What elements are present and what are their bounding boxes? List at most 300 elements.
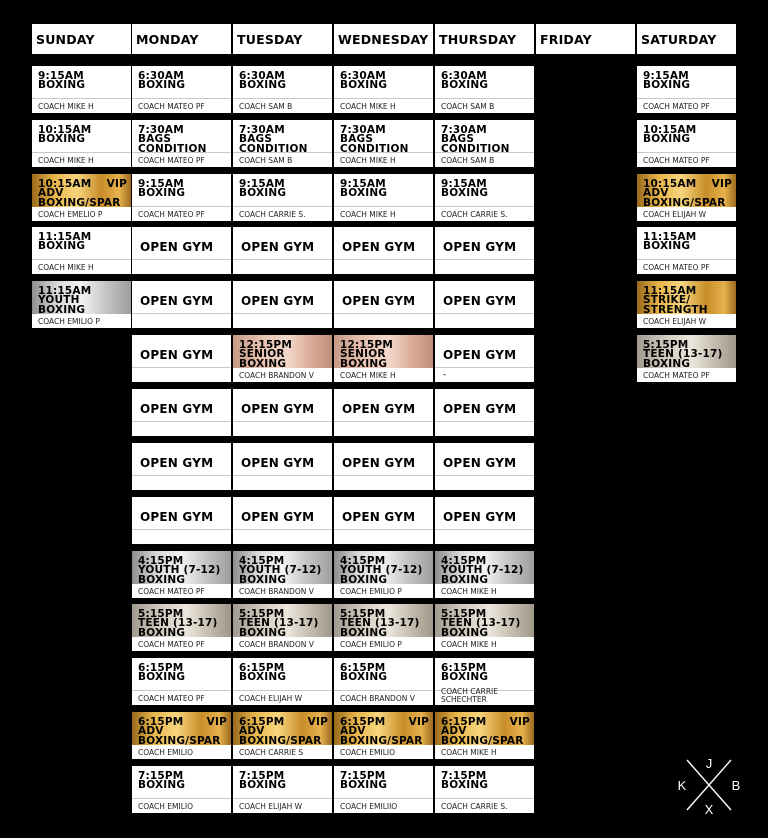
day-header-monday: MONDAY: [132, 24, 231, 54]
class-time: 6:30AM: [441, 70, 487, 82]
open-gym-slot: [435, 497, 534, 544]
day-header-sunday: SUNDAY: [32, 24, 131, 54]
class-info: [340, 557, 429, 585]
cell-divider: [435, 152, 534, 153]
class-time: 7:30AM: [340, 124, 386, 136]
vip-badge: VIP: [408, 716, 429, 728]
class-title-line: BOXING/SPAR: [340, 734, 423, 747]
day-header-tuesday: TUESDAY: [233, 24, 332, 54]
cell-divider: [132, 152, 231, 153]
class-title-line: TEEN (13-17): [138, 617, 218, 630]
open-gym-label: OPEN GYM: [342, 402, 416, 416]
class-time: 10:15AM: [643, 124, 697, 136]
coach-name: COACH MATEO PF: [643, 263, 710, 272]
open-gym-slot: [233, 281, 332, 328]
class-title-line: BOXING: [38, 79, 86, 92]
coach-name: COACH MATEO PF: [643, 156, 710, 165]
logo-letter-b: B: [731, 778, 741, 793]
class-title-line: BOXING/SPAR: [239, 734, 322, 747]
logo-letter-j: J: [705, 756, 713, 771]
class-title-line: BOXING: [441, 79, 489, 92]
class-title-line: BOXING: [239, 187, 287, 200]
class-slot: [637, 281, 736, 328]
class-title-line: ADV: [239, 725, 265, 738]
class-time: 6:30AM: [340, 70, 386, 82]
cell-divider: [132, 798, 231, 799]
open-gym-label: OPEN GYM: [443, 240, 517, 254]
coach-name: COACH EMILIO P: [340, 587, 402, 596]
cell-divider: [132, 259, 231, 260]
cell-divider: [334, 421, 433, 422]
class-slot: [132, 174, 231, 221]
class-title-line: CONDITION: [138, 142, 207, 155]
class-title-line: ADV: [441, 725, 467, 738]
class-info: [138, 772, 227, 791]
class-slot: [334, 120, 433, 167]
class-title-line: BAGS: [441, 133, 475, 146]
class-title-line: BOXING: [643, 79, 691, 92]
jkbx-logo: [673, 752, 745, 818]
cell-divider: [637, 152, 736, 153]
open-gym-label: OPEN GYM: [241, 456, 315, 470]
cell-divider: [233, 421, 332, 422]
open-gym-label: OPEN GYM: [241, 402, 315, 416]
coach-name: COACH MIKE H: [38, 102, 94, 111]
class-time: 6:15PM: [340, 716, 386, 728]
class-time: 6:15PM: [441, 662, 487, 674]
class-time: 6:30AM: [138, 70, 184, 82]
class-time: 9:15AM: [441, 178, 487, 190]
class-slot: [233, 766, 332, 813]
class-info: [643, 233, 732, 252]
class-title-line: BOXING: [643, 240, 691, 253]
class-slot: [637, 66, 736, 113]
coach-name: COACH CARRIE S.: [239, 210, 306, 219]
class-info: [340, 180, 429, 199]
class-info: [239, 610, 328, 638]
class-time: 11:15AM: [38, 231, 92, 243]
class-title-line: BOXING/SPAR: [38, 196, 121, 209]
open-gym-label: OPEN GYM: [140, 456, 214, 470]
open-gym-label: OPEN GYM: [443, 456, 517, 470]
open-gym-slot: [435, 281, 534, 328]
cell-divider: [233, 152, 332, 153]
class-info: [441, 72, 530, 91]
class-time: 5:15PM: [340, 608, 386, 620]
coach-name: COACH MIKE H: [340, 210, 396, 219]
class-info: [38, 233, 127, 252]
cell-divider: [637, 259, 736, 260]
class-title-line: BOXING: [138, 779, 186, 792]
class-info: [441, 557, 530, 585]
cell-divider: [233, 529, 332, 530]
class-info: [340, 718, 429, 746]
open-gym-label: OPEN GYM: [241, 240, 315, 254]
class-info: [643, 72, 732, 91]
cell-divider: [334, 206, 433, 207]
open-gym-slot: [435, 335, 534, 382]
class-title-line: CONDITION: [340, 142, 409, 155]
cell-divider: [132, 98, 231, 99]
class-time: 6:15PM: [138, 662, 184, 674]
class-slot: [435, 766, 534, 813]
class-slot: [233, 551, 332, 598]
cell-divider: [435, 475, 534, 476]
open-gym-label: OPEN GYM: [342, 294, 416, 308]
open-gym-slot: [334, 281, 433, 328]
class-slot: [32, 120, 131, 167]
open-gym-label: OPEN GYM: [140, 240, 214, 254]
class-info: [441, 126, 530, 154]
cell-divider: [32, 152, 131, 153]
open-gym-label: OPEN GYM: [443, 348, 517, 362]
open-gym-slot: [233, 497, 332, 544]
coach-name: COACH CARRIE S: [239, 748, 304, 757]
class-title-line: BOXING: [239, 626, 287, 639]
class-info: [239, 341, 328, 369]
class-info: [38, 287, 127, 315]
class-title-line: BOXING: [340, 671, 388, 684]
open-gym-label: OPEN GYM: [140, 294, 214, 308]
class-title-line: ADV: [643, 187, 669, 200]
class-time: 11:15AM: [38, 285, 92, 297]
class-slot: [334, 66, 433, 113]
class-info: [138, 557, 227, 585]
day-header-friday: FRIDAY: [536, 24, 635, 54]
class-time: 9:15AM: [239, 178, 285, 190]
class-title-line: YOUTH (7-12): [441, 564, 524, 577]
class-slot: [435, 174, 534, 221]
class-title-line: ADV: [38, 187, 64, 200]
open-gym-slot: [132, 281, 231, 328]
class-time: 5:15PM: [643, 339, 689, 351]
class-title-line: BOXING: [643, 357, 691, 370]
cell-divider: [233, 798, 332, 799]
cell-divider: [233, 313, 332, 314]
class-slot: [334, 712, 433, 759]
cell-divider: [132, 313, 231, 314]
class-title-line: BOXING: [239, 779, 287, 792]
class-slot: [435, 551, 534, 598]
class-title-line: ADV: [138, 725, 164, 738]
open-gym-slot: [132, 389, 231, 436]
open-gym-label: OPEN GYM: [443, 402, 517, 416]
class-title-line: BOXING: [340, 626, 388, 639]
class-info: [441, 664, 530, 683]
class-time: 7:15PM: [138, 770, 184, 782]
coach-name: COACH SAM B: [441, 102, 495, 111]
coach-name: COACH MATEO PF: [138, 694, 205, 703]
class-title-line: BOXING/SPAR: [138, 734, 221, 747]
cell-divider: [435, 206, 534, 207]
class-info: [239, 718, 328, 746]
coach-name: COACH EMILIO P: [38, 317, 100, 326]
open-gym-slot: [132, 227, 231, 274]
vip-badge: VIP: [711, 178, 732, 190]
class-slot: [132, 658, 231, 705]
open-gym-slot: [334, 443, 433, 490]
open-gym-slot: [233, 443, 332, 490]
coach-name: COACH MATEO PF: [138, 156, 205, 165]
class-title-line: TEEN (13-17): [643, 348, 723, 361]
coach-name: COACH EMILIO: [138, 748, 193, 757]
class-info: [340, 610, 429, 638]
class-slot: [132, 120, 231, 167]
logo-letter-k: K: [677, 778, 687, 793]
class-time: 9:15AM: [643, 70, 689, 82]
class-title-line: CONDITION: [441, 142, 510, 155]
class-title-line: STRIKE/: [643, 294, 691, 307]
class-title-line: YOUTH (7-12): [239, 564, 322, 577]
class-title-line: BOXING: [340, 187, 388, 200]
class-info: [643, 180, 732, 208]
class-title-line: BOXING: [138, 626, 186, 639]
class-info: [239, 72, 328, 91]
class-title-line: YOUTH (7-12): [340, 564, 423, 577]
class-slot: [233, 335, 332, 382]
class-title-line: TEEN (13-17): [340, 617, 420, 630]
coach-name: COACH SAM B: [239, 102, 293, 111]
coach-name-line: SCHECHTER: [441, 695, 487, 704]
class-info: [441, 718, 530, 746]
open-gym-slot: [233, 389, 332, 436]
open-gym-slot: [334, 497, 433, 544]
class-title-line: STRENGTH: [643, 303, 708, 316]
vip-badge: VIP: [206, 716, 227, 728]
class-info: [340, 341, 429, 369]
class-slot: [435, 604, 534, 651]
day-header-thursday: THURSDAY: [435, 24, 534, 54]
open-gym-slot: [334, 389, 433, 436]
class-title-line: BOXING: [138, 79, 186, 92]
coach-name: COACH EMILIO: [138, 802, 193, 811]
class-time: 7:15PM: [340, 770, 386, 782]
class-info: [340, 126, 429, 154]
class-slot: [334, 174, 433, 221]
coach-name: COACH BRANDON V: [239, 587, 314, 596]
coach-name: COACH MIKE H: [340, 156, 396, 165]
class-slot: [32, 227, 131, 274]
vip-badge: VIP: [106, 178, 127, 190]
cell-divider: [334, 475, 433, 476]
class-time: 5:15PM: [239, 608, 285, 620]
open-gym-slot: [435, 227, 534, 274]
class-title-line: BOXING: [38, 133, 86, 146]
class-slot: [132, 766, 231, 813]
coach-name: COACH CARRIE S.: [441, 802, 508, 811]
class-time: 7:15PM: [239, 770, 285, 782]
class-title-line: BAGS: [138, 133, 172, 146]
vip-badge: VIP: [509, 716, 530, 728]
coach-name: COACH MATEO PF: [643, 371, 710, 380]
class-slot: [132, 551, 231, 598]
class-time: 10:15AM: [38, 124, 92, 136]
class-info: [38, 126, 127, 145]
cell-divider: [334, 152, 433, 153]
class-slot: [233, 174, 332, 221]
class-title-line: YOUTH (7-12): [138, 564, 221, 577]
coach-name: COACH ELIJAH W: [643, 210, 707, 219]
class-time: 6:15PM: [340, 662, 386, 674]
cell-divider: [334, 529, 433, 530]
class-info: [38, 180, 127, 208]
class-title-line: BOXING: [441, 187, 489, 200]
cell-divider: [132, 206, 231, 207]
open-gym-label: OPEN GYM: [443, 510, 517, 524]
class-title-line: BOXING: [239, 573, 287, 586]
coach-name: COACH BRANDON V: [239, 640, 314, 649]
cell-divider: [334, 98, 433, 99]
open-gym-label: OPEN GYM: [342, 240, 416, 254]
cell-divider: [32, 98, 131, 99]
coach-name: COACH BRANDON V: [340, 694, 415, 703]
class-slot: [334, 658, 433, 705]
class-slot: [132, 66, 231, 113]
cell-divider: [435, 421, 534, 422]
day-header-wednesday: WEDNESDAY: [334, 24, 433, 54]
class-info: [441, 772, 530, 791]
class-title-line: SENIOR: [239, 348, 285, 361]
open-gym-slot: [132, 497, 231, 544]
class-title-line: BOXING: [38, 240, 86, 253]
class-time: 7:30AM: [138, 124, 184, 136]
class-slot: [233, 604, 332, 651]
coach-name: COACH MATEO PF: [138, 587, 205, 596]
class-info: [441, 610, 530, 638]
open-gym-slot: [435, 443, 534, 490]
cell-divider: [435, 259, 534, 260]
class-time: 11:15AM: [643, 285, 697, 297]
cell-divider: [233, 206, 332, 207]
class-title-line: TEEN (13-17): [239, 617, 319, 630]
open-gym-label: OPEN GYM: [140, 510, 214, 524]
class-title-line: BOXING: [340, 357, 388, 370]
cell-divider: [334, 259, 433, 260]
class-title-line: BAGS: [239, 133, 273, 146]
class-time: 5:15PM: [138, 608, 184, 620]
class-info: [138, 664, 227, 683]
cell-divider: [132, 529, 231, 530]
class-slot: [637, 174, 736, 221]
open-gym-label: OPEN GYM: [241, 294, 315, 308]
coach-name: COACH EMILIO: [340, 748, 395, 757]
class-slot: [132, 604, 231, 651]
class-title-line: BOXING: [138, 573, 186, 586]
coach-name: COACH ELIJAH W: [239, 694, 303, 703]
class-title-line: BOXING: [441, 779, 489, 792]
open-gym-slot: [334, 227, 433, 274]
class-title-line: BOXING/SPAR: [643, 196, 726, 209]
class-slot: [233, 66, 332, 113]
open-gym-label: OPEN GYM: [443, 294, 517, 308]
class-title-line: BOXING: [441, 626, 489, 639]
coach-name: COACH ELIJAH W: [239, 802, 303, 811]
cell-divider: [233, 98, 332, 99]
coach-name: COACH MATEO PF: [138, 210, 205, 219]
cell-divider: [132, 367, 231, 368]
class-time: 10:15AM: [643, 178, 697, 190]
class-slot: [435, 658, 534, 705]
class-time: 4:15PM: [138, 555, 184, 567]
cell-divider: [233, 475, 332, 476]
class-slot: [132, 712, 231, 759]
class-title-line: BOXING: [138, 671, 186, 684]
class-slot: [32, 281, 131, 328]
class-info: [441, 180, 530, 199]
class-slot: [334, 604, 433, 651]
class-slot: [334, 335, 433, 382]
class-time: 7:15PM: [441, 770, 487, 782]
class-title-line: BOXING: [340, 79, 388, 92]
class-slot: [637, 335, 736, 382]
coach-name: COACH MATEO PF: [138, 640, 205, 649]
coach-name: COACH EMILIIO: [340, 802, 398, 811]
class-time: 10:15AM: [38, 178, 92, 190]
class-title-line: BOXING: [441, 671, 489, 684]
open-gym-slot: [132, 335, 231, 382]
cell-divider: [233, 259, 332, 260]
class-time: 6:15PM: [239, 662, 285, 674]
class-info: [239, 664, 328, 683]
open-gym-label: OPEN GYM: [342, 456, 416, 470]
class-title-line: TEEN (13-17): [441, 617, 521, 630]
class-time: 12:15PM: [239, 339, 292, 351]
coach-name: COACH SAM B: [239, 156, 293, 165]
cell-divider: [435, 798, 534, 799]
class-slot: [435, 120, 534, 167]
open-gym-slot: [132, 443, 231, 490]
cell-divider: [334, 313, 433, 314]
class-info: [138, 718, 227, 746]
class-slot: [637, 227, 736, 274]
class-time: 5:15PM: [441, 608, 487, 620]
open-gym-label: OPEN GYM: [342, 510, 416, 524]
cell-divider: [435, 529, 534, 530]
class-info: [138, 126, 227, 154]
logo-letter-x: X: [704, 802, 714, 817]
coach-name: COACH BRANDON V: [239, 371, 314, 380]
class-title-line: SENIOR: [340, 348, 386, 361]
class-slot: [32, 174, 131, 221]
class-title-line: BOXING: [138, 187, 186, 200]
class-time: 4:15PM: [340, 555, 386, 567]
class-info: [643, 341, 732, 369]
class-slot: [334, 766, 433, 813]
class-time: 9:15AM: [138, 178, 184, 190]
class-slot: [334, 551, 433, 598]
class-title-line: BOXING/SPAR: [441, 734, 524, 747]
class-slot: [233, 658, 332, 705]
coach-name: COACH MIKE H: [340, 371, 396, 380]
vip-badge: VIP: [307, 716, 328, 728]
open-gym-label: OPEN GYM: [241, 510, 315, 524]
class-slot: [233, 120, 332, 167]
class-time: 12:15PM: [340, 339, 393, 351]
class-time: 9:15AM: [340, 178, 386, 190]
class-slot: [32, 66, 131, 113]
class-time: 4:15PM: [441, 555, 487, 567]
day-header-saturday: SATURDAY: [637, 24, 736, 54]
class-info: [138, 610, 227, 638]
class-title-line: BOXING: [441, 573, 489, 586]
coach-name: COACH MIKE H: [38, 156, 94, 165]
class-info: [643, 287, 732, 315]
class-title-line: ADV: [340, 725, 366, 738]
coach-name: COACH MIKE H: [441, 640, 497, 649]
class-title-line: YOUTH: [38, 294, 80, 307]
cell-divider: [132, 690, 231, 691]
class-time: 9:15AM: [38, 70, 84, 82]
